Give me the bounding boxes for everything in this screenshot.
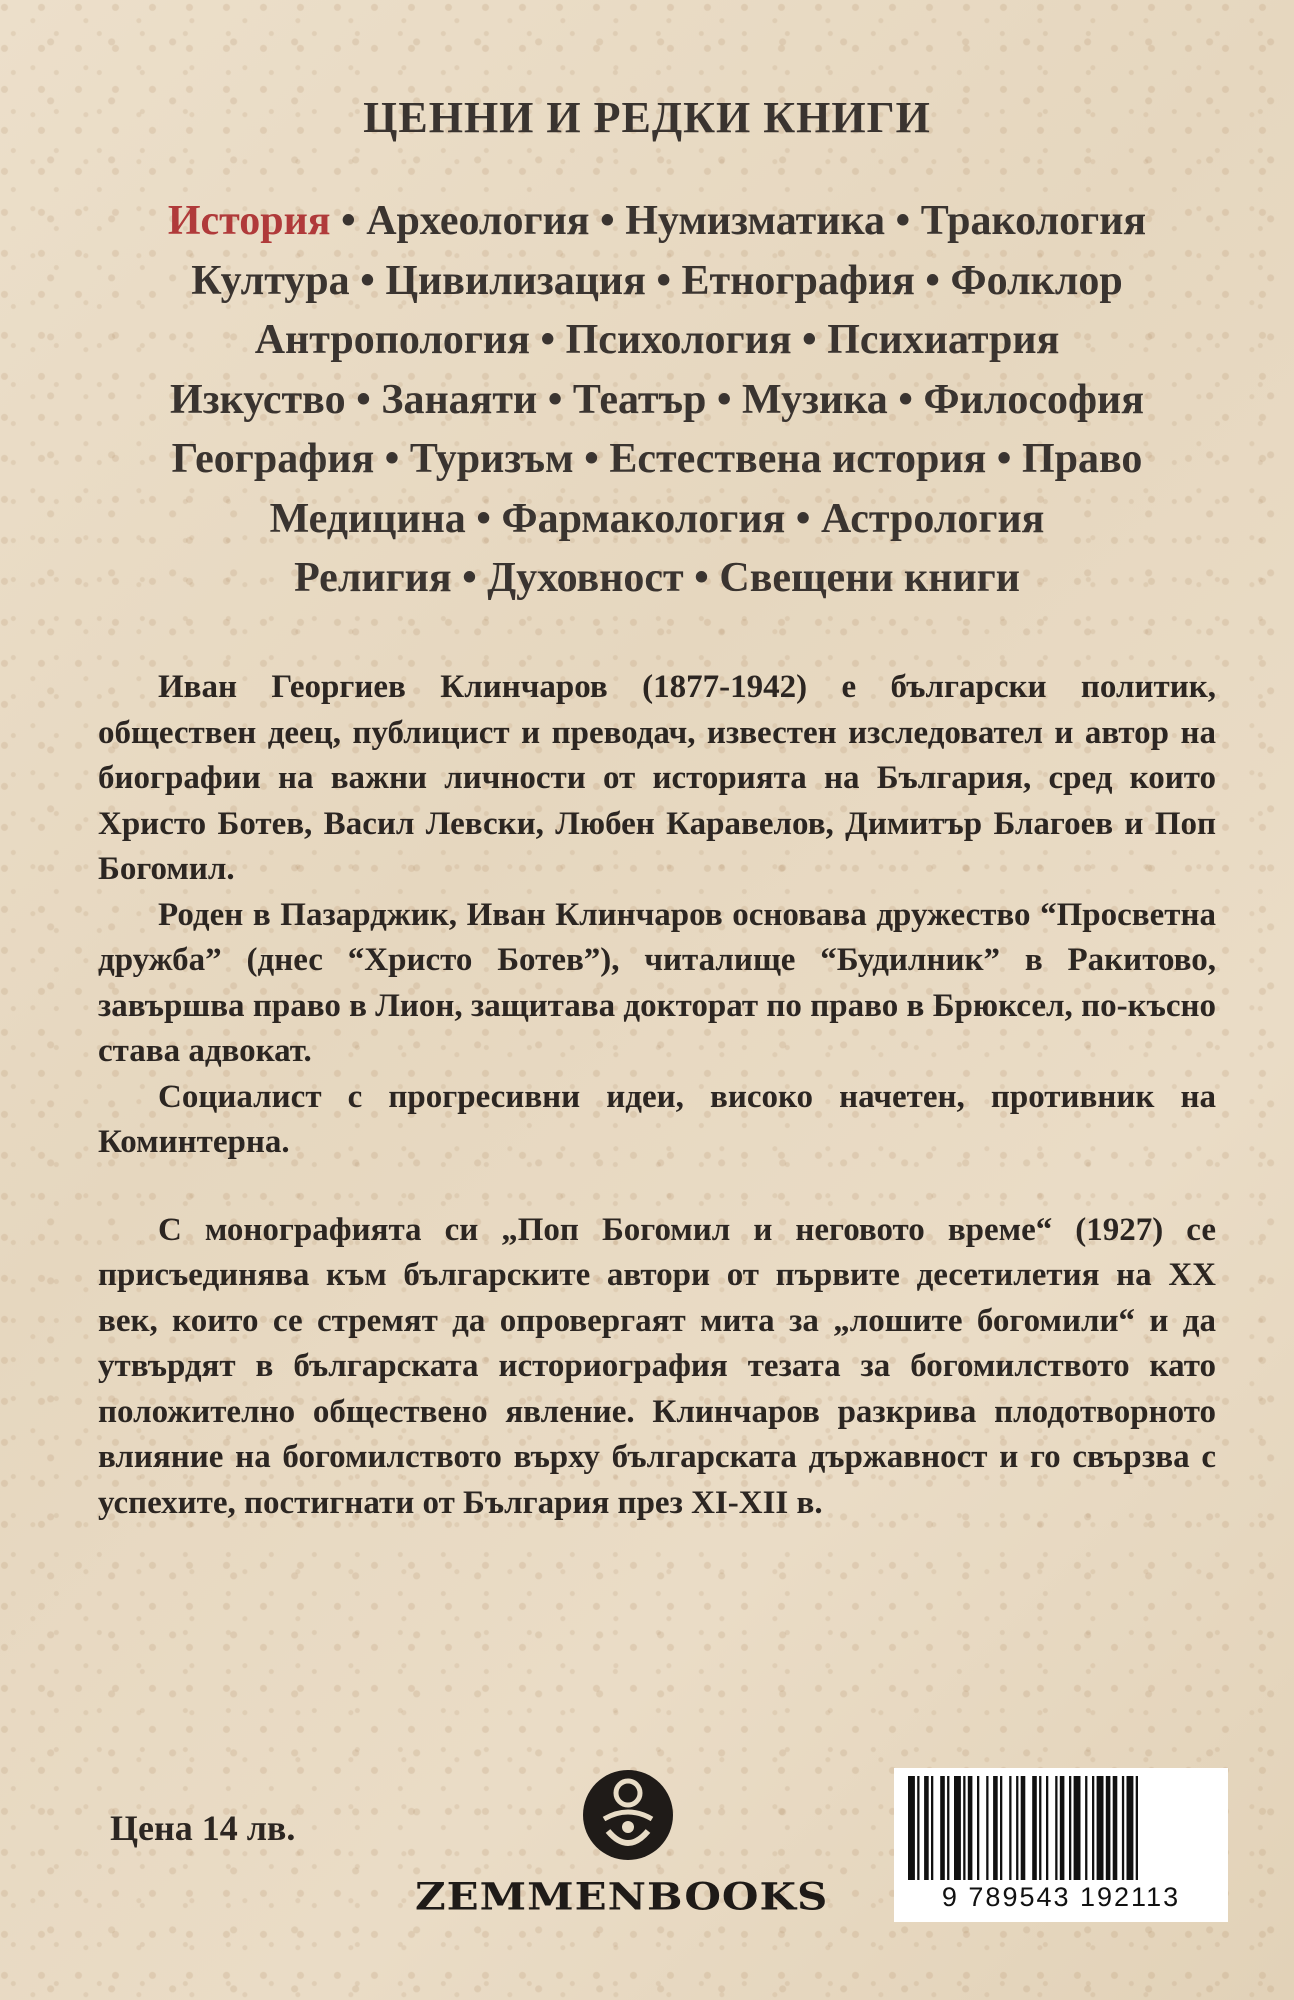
topics-line-5: География • Туризъм • Естествена история • Право xyxy=(171,436,1143,482)
topics-line-6: Медицина • Фармакология • Астрология xyxy=(269,495,1045,542)
topics-line-7: Религия • Духовност • Свещени книги xyxy=(294,555,1020,601)
paragraph-spacer xyxy=(98,1166,1216,1208)
topics-line-2: Култура • Цивилизация • Етнография • Фолклор xyxy=(191,257,1123,304)
topics-line-3: Антропология • Психология • Психиатрия xyxy=(254,317,1060,363)
publisher-emblem-icon xyxy=(578,1765,678,1870)
isbn-barcode xyxy=(894,1768,1228,1922)
author-biography xyxy=(98,665,1216,1526)
barcode-bars xyxy=(904,1776,1218,1880)
bio-paragraph-1: Иван Георгиев Клинчаров (1877-1942) е български политик, обществен деец, публицист и преводач, известен изследовател и автор на биографии на важни личности от историята на България, сред които Христо Ботев, Васил Левски, Любен Каравелов, Димитър Благоев и Поп Богомил. xyxy=(98,669,1216,887)
bio-paragraph-3: Социалист с прогресивни идеи, високо начетен, противник на Коминтерна. xyxy=(98,1078,1216,1160)
price-label: Цена 14 лв. xyxy=(110,1808,296,1848)
series-title: ЦЕННИ И РЕДКИ КНИГИ xyxy=(363,93,931,142)
bio-paragraph-4: С монографията си „Поп Богомил и неговото време“ (1927) се присъединява към българските автори от първите десетилетия на XX век, които се стремят да опровергаят мита за „лошите богомили“ и да утвърдят в българската историография тезата за богомилството като положително обществено явление. Клинчаров разкрива плодотворното влияние на богомилството върху българската държавност и го свързва с успехите, постигнати от България през XI-XII в. xyxy=(98,1211,1216,1521)
publisher-logo: ZEMMENBOOKS xyxy=(415,1874,829,1919)
topics-list xyxy=(90,192,1224,609)
barcode-digits: 9 789543 192113 xyxy=(941,1882,1181,1912)
topics-line-1-rest: • Археология • Нумизматика • Тракология xyxy=(330,198,1147,244)
topics-line-1 xyxy=(90,192,1224,252)
topics-line-4: Изкуство • Занаяти • Театър • Музика • Философия xyxy=(170,376,1144,423)
topic-highlight: История xyxy=(167,198,331,244)
bio-paragraph-2: Роден в Пазарджик, Иван Клинчаров основава дружество “Просветна дружба” (днес “Христо Ботев”), читалище “Будилник” в Ракитово, завършва право в Лион, защитава докторат по право в Брюксел, по-късно става адвокат. xyxy=(98,896,1216,1069)
